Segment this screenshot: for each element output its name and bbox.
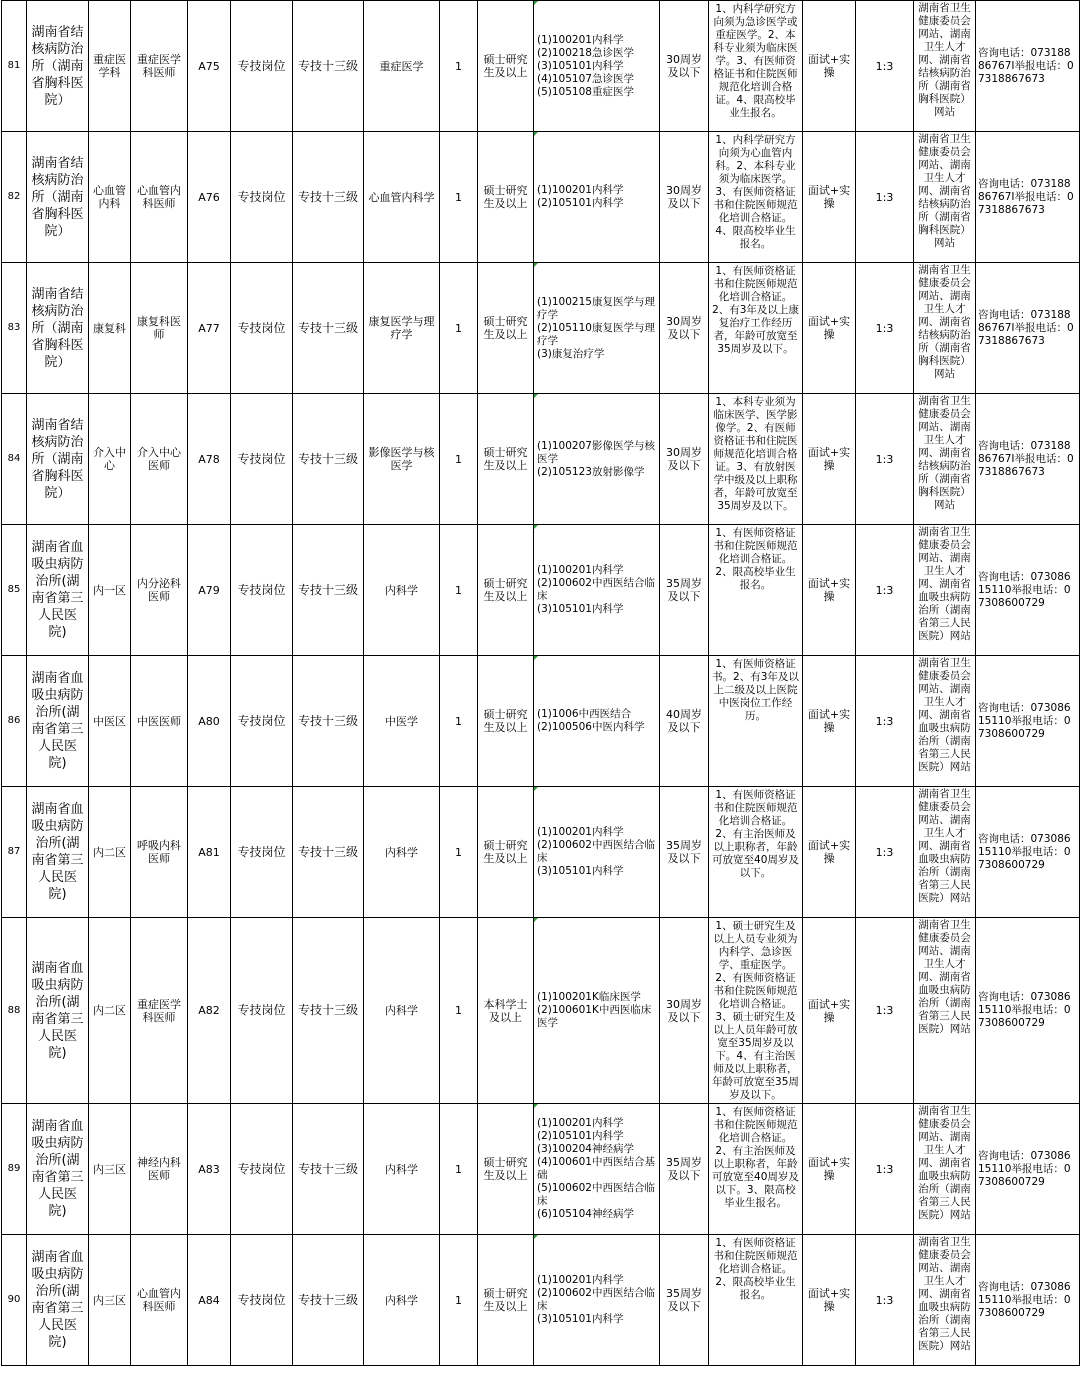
contact-phones: 咨询电话：07308615110举报电话：07308600729 xyxy=(976,656,1080,787)
publication-sites: 湖南省卫生健康委员会网站、湖南卫生人才网、湖南省结核病防治所（湖南省胸科医院）网站 xyxy=(914,263,976,394)
specialty-list xyxy=(534,394,660,525)
other-conditions: 1、硕士研究生及以上人员专业须为内科学、急诊医学、重症医学。2、有医师资格证书和住院医师规范化培训合格证。3、硕士研究生及以上人员年龄可放宽至35周岁及以下。4、有主治医师及以上职称者，年龄可放宽至35周岁及以下。 xyxy=(709,918,803,1104)
department: 康复科 xyxy=(89,263,131,394)
specialty-list xyxy=(534,918,660,1104)
specialty-item: (1)100201内科学 xyxy=(537,1117,624,1129)
post-category: 专技岗位 xyxy=(231,918,293,1104)
row-number: 84 xyxy=(2,394,27,525)
major-field: 心血管内科学 xyxy=(364,132,440,263)
row-number: 83 xyxy=(2,263,27,394)
specialty-list xyxy=(534,1104,660,1235)
hire-count: 1 xyxy=(440,918,478,1104)
age-limit: 35周岁及以下 xyxy=(660,1235,709,1366)
specialty-item: (4)105107急诊医学 xyxy=(537,72,634,85)
exam-method: 面试+实操 xyxy=(803,1,856,132)
specialty-item: (1)100201内科学 xyxy=(537,564,624,576)
specialty-item: (5)100602中西医结合临床 xyxy=(537,1182,655,1207)
specialty-item: (2)105123放射影像学 xyxy=(537,465,645,478)
other-conditions: 1、本科专业须为临床医学、医学影像学。2、有医师资格证书和住院医师规范化培训合格证。3、有放射医学中级及以上职称者，年龄可放宽至35周岁及以下。 xyxy=(709,394,803,525)
major-field: 康复医学与理疗学 xyxy=(364,263,440,394)
specialty-item: (1)100201内科学 xyxy=(537,184,624,196)
post-name: 呼吸内科医师 xyxy=(131,787,188,918)
post-level: 专技十三级 xyxy=(293,1235,364,1366)
employer-unit: 湖南省血吸虫病防治所(湖南省第三人民医院) xyxy=(27,525,89,656)
specialty-item: (4)100601中西医结合基础 xyxy=(537,1156,655,1181)
post-code: A80 xyxy=(188,656,231,787)
hire-count: 1 xyxy=(440,525,478,656)
post-code: A78 xyxy=(188,394,231,525)
other-conditions: 1、内科学研究方向须为心血管内科。2、本科专业须为临床医学。3、有医师资格证书和住院医师规范化培训合格证。4、限高校毕业生报名。 xyxy=(709,132,803,263)
exam-method: 面试+实操 xyxy=(803,263,856,394)
post-category: 专技岗位 xyxy=(231,656,293,787)
age-limit: 35周岁及以下 xyxy=(660,1104,709,1235)
department: 重症医学科 xyxy=(89,1,131,132)
major-field: 内科学 xyxy=(364,918,440,1104)
post-category: 专技岗位 xyxy=(231,1235,293,1366)
specialty-item: (2)100218急诊医学 xyxy=(537,46,634,59)
post-name: 重症医学科医师 xyxy=(131,1,188,132)
employer-unit: 湖南省血吸虫病防治所(湖南省第三人民医院) xyxy=(27,918,89,1104)
post-category: 专技岗位 xyxy=(231,1,293,132)
other-conditions: 1、有医师资格证书和住院医师规范化培训合格证。2、限高校毕业生报名。 xyxy=(709,1235,803,1366)
other-conditions: 1、有医师资格证书和住院医师规范化培训合格证。2、限高校毕业生报名。 xyxy=(709,525,803,656)
specialty-list xyxy=(534,525,660,656)
post-level: 专技十三级 xyxy=(293,263,364,394)
specialty-list xyxy=(534,656,660,787)
publication-sites: 湖南省卫生健康委员会网站、湖南卫生人才网、湖南省血吸虫病防治所（湖南省第三人民医院）网站 xyxy=(914,1104,976,1235)
table-row xyxy=(2,1235,1080,1366)
employer-unit: 湖南省血吸虫病防治所(湖南省第三人民医院) xyxy=(27,656,89,787)
publication-sites: 湖南省卫生健康委员会网站、湖南卫生人才网、湖南省血吸虫病防治所（湖南省第三人民医院）网站 xyxy=(914,656,976,787)
row-number: 88 xyxy=(2,918,27,1104)
education-requirement: 硕士研究生及以上 xyxy=(478,1104,534,1235)
contact-phones: 咨询电话：07308615110举报电话：07308600729 xyxy=(976,525,1080,656)
other-conditions: 1、有医师资格证书。2、有3年及以上二级及以上医院中医岗位工作经历。 xyxy=(709,656,803,787)
employer-unit: 湖南省血吸虫病防治所(湖南省第三人民医院) xyxy=(27,1235,89,1366)
post-level: 专技十三级 xyxy=(293,394,364,525)
education-requirement: 硕士研究生及以上 xyxy=(478,787,534,918)
specialty-item: (1)100201内科学 xyxy=(537,33,624,46)
row-number: 86 xyxy=(2,656,27,787)
publication-sites: 湖南省卫生健康委员会网站、湖南卫生人才网、湖南省血吸虫病防治所（湖南省第三人民医院）网站 xyxy=(914,525,976,656)
other-conditions: 1、有医师资格证书和住院医师规范化培训合格证。2、有主治医师及以上职称者，年龄可放宽至40周岁及以下。3、限高校毕业生报名。 xyxy=(709,1104,803,1235)
education-requirement: 硕士研究生及以上 xyxy=(478,1235,534,1366)
department: 中医区 xyxy=(89,656,131,787)
post-code: A77 xyxy=(188,263,231,394)
hire-count: 1 xyxy=(440,394,478,525)
specialty-item: (3)105101内科学 xyxy=(537,865,624,877)
publication-sites: 湖南省卫生健康委员会网站、湖南卫生人才网、湖南省结核病防治所（湖南省胸科医院）网站 xyxy=(914,394,976,525)
specialty-list xyxy=(534,1235,660,1366)
specialty-item: (3)105101内科学 xyxy=(537,59,624,72)
specialty-item: (3)康复治疗学 xyxy=(537,347,605,360)
contact-phones: 咨询电话：07318886767I举报电话：07318867673 xyxy=(976,394,1080,525)
hire-count: 1 xyxy=(440,656,478,787)
major-field: 影像医学与核医学 xyxy=(364,394,440,525)
recruitment-table xyxy=(1,0,1080,1366)
interview-ratio: 1:3 xyxy=(856,918,914,1104)
contact-phones: 咨询电话：07308615110举报电话：07308600729 xyxy=(976,1104,1080,1235)
specialty-list xyxy=(534,1,660,132)
interview-ratio: 1:3 xyxy=(856,394,914,525)
table-row xyxy=(2,132,1080,263)
major-field: 中医学 xyxy=(364,656,440,787)
post-level: 专技十三级 xyxy=(293,918,364,1104)
specialty-item: (2)100602中西医结合临床 xyxy=(537,839,655,864)
exam-method: 面试+实操 xyxy=(803,1235,856,1366)
table-row xyxy=(2,263,1080,394)
hire-count: 1 xyxy=(440,132,478,263)
hire-count: 1 xyxy=(440,1104,478,1235)
department: 内二区 xyxy=(89,918,131,1104)
table-row xyxy=(2,525,1080,656)
interview-ratio: 1:3 xyxy=(856,1235,914,1366)
contact-phones: 咨询电话：07318886767I举报电话：07318867673 xyxy=(976,132,1080,263)
department: 内二区 xyxy=(89,787,131,918)
employer-unit: 湖南省结核病防治所（湖南省胸科医院） xyxy=(27,394,89,525)
specialty-item: (2)105110康复医学与理疗学 xyxy=(537,321,655,347)
post-category: 专技岗位 xyxy=(231,394,293,525)
employer-unit: 湖南省血吸虫病防治所(湖南省第三人民医院) xyxy=(27,787,89,918)
exam-method: 面试+实操 xyxy=(803,656,856,787)
exam-method: 面试+实操 xyxy=(803,394,856,525)
employer-unit: 湖南省结核病防治所（湖南省胸科医院） xyxy=(27,263,89,394)
interview-ratio: 1:3 xyxy=(856,132,914,263)
other-conditions: 1、有医师资格证书和住院医师规范化培训合格证。2、有主治医师及以上职称者，年龄可放宽至40周岁及以下。 xyxy=(709,787,803,918)
specialty-item: (5)105108重症医学 xyxy=(537,85,634,98)
major-field: 内科学 xyxy=(364,787,440,918)
hire-count: 1 xyxy=(440,263,478,394)
specialty-item: (3)105101内科学 xyxy=(537,603,624,615)
post-category: 专技岗位 xyxy=(231,787,293,918)
exam-method: 面试+实操 xyxy=(803,787,856,918)
exam-method: 面试+实操 xyxy=(803,132,856,263)
post-level: 专技十三级 xyxy=(293,656,364,787)
major-field: 重症医学 xyxy=(364,1,440,132)
row-number: 89 xyxy=(2,1104,27,1235)
other-conditions: 1、内科学研究方向须为急诊医学或重症医学。2、本科专业须为临床医学。3、有医师资格证书和住院医师规范化培训合格证。4、限高校毕业生报名。 xyxy=(709,1,803,132)
other-conditions: 1、有医师资格证书和住院医师规范化培训合格证。2、有3年及以上康复治疗工作经历者，年龄可放宽至35周岁及以下。 xyxy=(709,263,803,394)
post-code: A84 xyxy=(188,1235,231,1366)
specialty-item: (2)100601K中西医临床医学 xyxy=(537,1004,652,1029)
table-row xyxy=(2,918,1080,1104)
specialty-list xyxy=(534,132,660,263)
table-body xyxy=(2,1,1080,1366)
hire-count: 1 xyxy=(440,1,478,132)
major-field: 内科学 xyxy=(364,525,440,656)
table-row xyxy=(2,787,1080,918)
major-field: 内科学 xyxy=(364,1235,440,1366)
education-requirement: 硕士研究生及以上 xyxy=(478,525,534,656)
specialty-item: (2)105101内科学 xyxy=(537,1130,624,1142)
specialty-item: (1)1006中西医结合 xyxy=(537,708,632,720)
post-level: 专技十三级 xyxy=(293,525,364,656)
department: 心血管内科 xyxy=(89,132,131,263)
post-name: 康复科医师 xyxy=(131,263,188,394)
specialty-item: (1)100201内科学 xyxy=(537,1274,624,1286)
interview-ratio: 1:3 xyxy=(856,263,914,394)
specialty-item: (2)100602中西医结合临床 xyxy=(537,1287,655,1312)
department: 内三区 xyxy=(89,1235,131,1366)
department: 内一区 xyxy=(89,525,131,656)
post-category: 专技岗位 xyxy=(231,1104,293,1235)
education-requirement: 硕士研究生及以上 xyxy=(478,394,534,525)
post-name: 内分泌科医师 xyxy=(131,525,188,656)
education-requirement: 硕士研究生及以上 xyxy=(478,656,534,787)
employer-unit: 湖南省血吸虫病防治所(湖南省第三人民医院) xyxy=(27,1104,89,1235)
major-field: 内科学 xyxy=(364,1104,440,1235)
age-limit: 30周岁及以下 xyxy=(660,918,709,1104)
exam-method: 面试+实操 xyxy=(803,1104,856,1235)
post-code: A75 xyxy=(188,1,231,132)
post-name: 中医医师 xyxy=(131,656,188,787)
specialty-item: (1)100201K临床医学 xyxy=(537,991,641,1003)
publication-sites: 湖南省卫生健康委员会网站、湖南卫生人才网、湖南省血吸虫病防治所（湖南省第三人民医院）网站 xyxy=(914,1235,976,1366)
post-code: A83 xyxy=(188,1104,231,1235)
publication-sites: 湖南省卫生健康委员会网站、湖南卫生人才网、湖南省血吸虫病防治所（湖南省第三人民医院）网站 xyxy=(914,787,976,918)
post-category: 专技岗位 xyxy=(231,132,293,263)
table-row xyxy=(2,394,1080,525)
contact-phones: 咨询电话：07318886767I举报电话：07318867673 xyxy=(976,1,1080,132)
table-row xyxy=(2,1,1080,132)
post-name: 重症医学科医师 xyxy=(131,918,188,1104)
post-level: 专技十三级 xyxy=(293,1,364,132)
age-limit: 30周岁及以下 xyxy=(660,1,709,132)
interview-ratio: 1:3 xyxy=(856,656,914,787)
interview-ratio: 1:3 xyxy=(856,1104,914,1235)
row-number: 85 xyxy=(2,525,27,656)
row-number: 90 xyxy=(2,1235,27,1366)
specialty-item: (6)105104神经病学 xyxy=(537,1208,634,1220)
employer-unit: 湖南省结核病防治所（湖南省胸科医院） xyxy=(27,132,89,263)
post-name: 介入中心医师 xyxy=(131,394,188,525)
specialty-item: (2)105101内科学 xyxy=(537,197,624,209)
post-level: 专技十三级 xyxy=(293,1104,364,1235)
hire-count: 1 xyxy=(440,787,478,918)
interview-ratio: 1:3 xyxy=(856,1,914,132)
post-category: 专技岗位 xyxy=(231,525,293,656)
specialty-item: (3)100204神经病学 xyxy=(537,1143,634,1155)
interview-ratio: 1:3 xyxy=(856,787,914,918)
post-name: 心血管内科医师 xyxy=(131,132,188,263)
post-level: 专技十三级 xyxy=(293,132,364,263)
post-name: 心血管内科医师 xyxy=(131,1235,188,1366)
age-limit: 30周岁及以下 xyxy=(660,132,709,263)
education-requirement: 硕士研究生及以上 xyxy=(478,132,534,263)
exam-method: 面试+实操 xyxy=(803,918,856,1104)
publication-sites: 湖南省卫生健康委员会网站、湖南卫生人才网、湖南省血吸虫病防治所（湖南省第三人民医院）网站 xyxy=(914,918,976,1104)
contact-phones: 咨询电话：07318886767I举报电话：07318867673 xyxy=(976,263,1080,394)
education-requirement: 硕士研究生及以上 xyxy=(478,1,534,132)
specialty-item: (1)100207影像医学与核医学 xyxy=(537,439,655,465)
specialty-item: (2)100602中西医结合临床 xyxy=(537,577,655,602)
publication-sites: 湖南省卫生健康委员会网站、湖南卫生人才网、湖南省结核病防治所（湖南省胸科医院）网站 xyxy=(914,1,976,132)
post-code: A79 xyxy=(188,525,231,656)
row-number: 82 xyxy=(2,132,27,263)
hire-count: 1 xyxy=(440,1235,478,1366)
post-level: 专技十三级 xyxy=(293,787,364,918)
specialty-list xyxy=(534,263,660,394)
education-requirement: 本科学士及以上 xyxy=(478,918,534,1104)
specialty-item: (1)100201内科学 xyxy=(537,826,624,838)
post-category: 专技岗位 xyxy=(231,263,293,394)
row-number: 81 xyxy=(2,1,27,132)
post-code: A81 xyxy=(188,787,231,918)
table-row xyxy=(2,656,1080,787)
interview-ratio: 1:3 xyxy=(856,525,914,656)
age-limit: 30周岁及以下 xyxy=(660,263,709,394)
specialty-item: (2)100506中医内科学 xyxy=(537,721,645,733)
row-number: 87 xyxy=(2,787,27,918)
department: 介入中心 xyxy=(89,394,131,525)
age-limit: 35周岁及以下 xyxy=(660,525,709,656)
contact-phones: 咨询电话：07308615110举报电话：07308600729 xyxy=(976,1235,1080,1366)
post-name: 神经内科医师 xyxy=(131,1104,188,1235)
exam-method: 面试+实操 xyxy=(803,525,856,656)
age-limit: 40周岁及以下 xyxy=(660,656,709,787)
education-requirement: 硕士研究生及以上 xyxy=(478,263,534,394)
specialty-item: (1)100215康复医学与理疗学 xyxy=(537,295,655,321)
post-code: A76 xyxy=(188,132,231,263)
age-limit: 35周岁及以下 xyxy=(660,787,709,918)
table-row xyxy=(2,1104,1080,1235)
specialty-item: (3)105101内科学 xyxy=(537,1313,624,1325)
contact-phones: 咨询电话：07308615110举报电话：07308600729 xyxy=(976,918,1080,1104)
contact-phones: 咨询电话：07308615110举报电话：07308600729 xyxy=(976,787,1080,918)
employer-unit: 湖南省结核病防治所（湖南省胸科医院） xyxy=(27,1,89,132)
department: 内三区 xyxy=(89,1104,131,1235)
age-limit: 30周岁及以下 xyxy=(660,394,709,525)
specialty-list xyxy=(534,787,660,918)
post-code: A82 xyxy=(188,918,231,1104)
publication-sites: 湖南省卫生健康委员会网站、湖南卫生人才网、湖南省结核病防治所（湖南省胸科医院）网站 xyxy=(914,132,976,263)
